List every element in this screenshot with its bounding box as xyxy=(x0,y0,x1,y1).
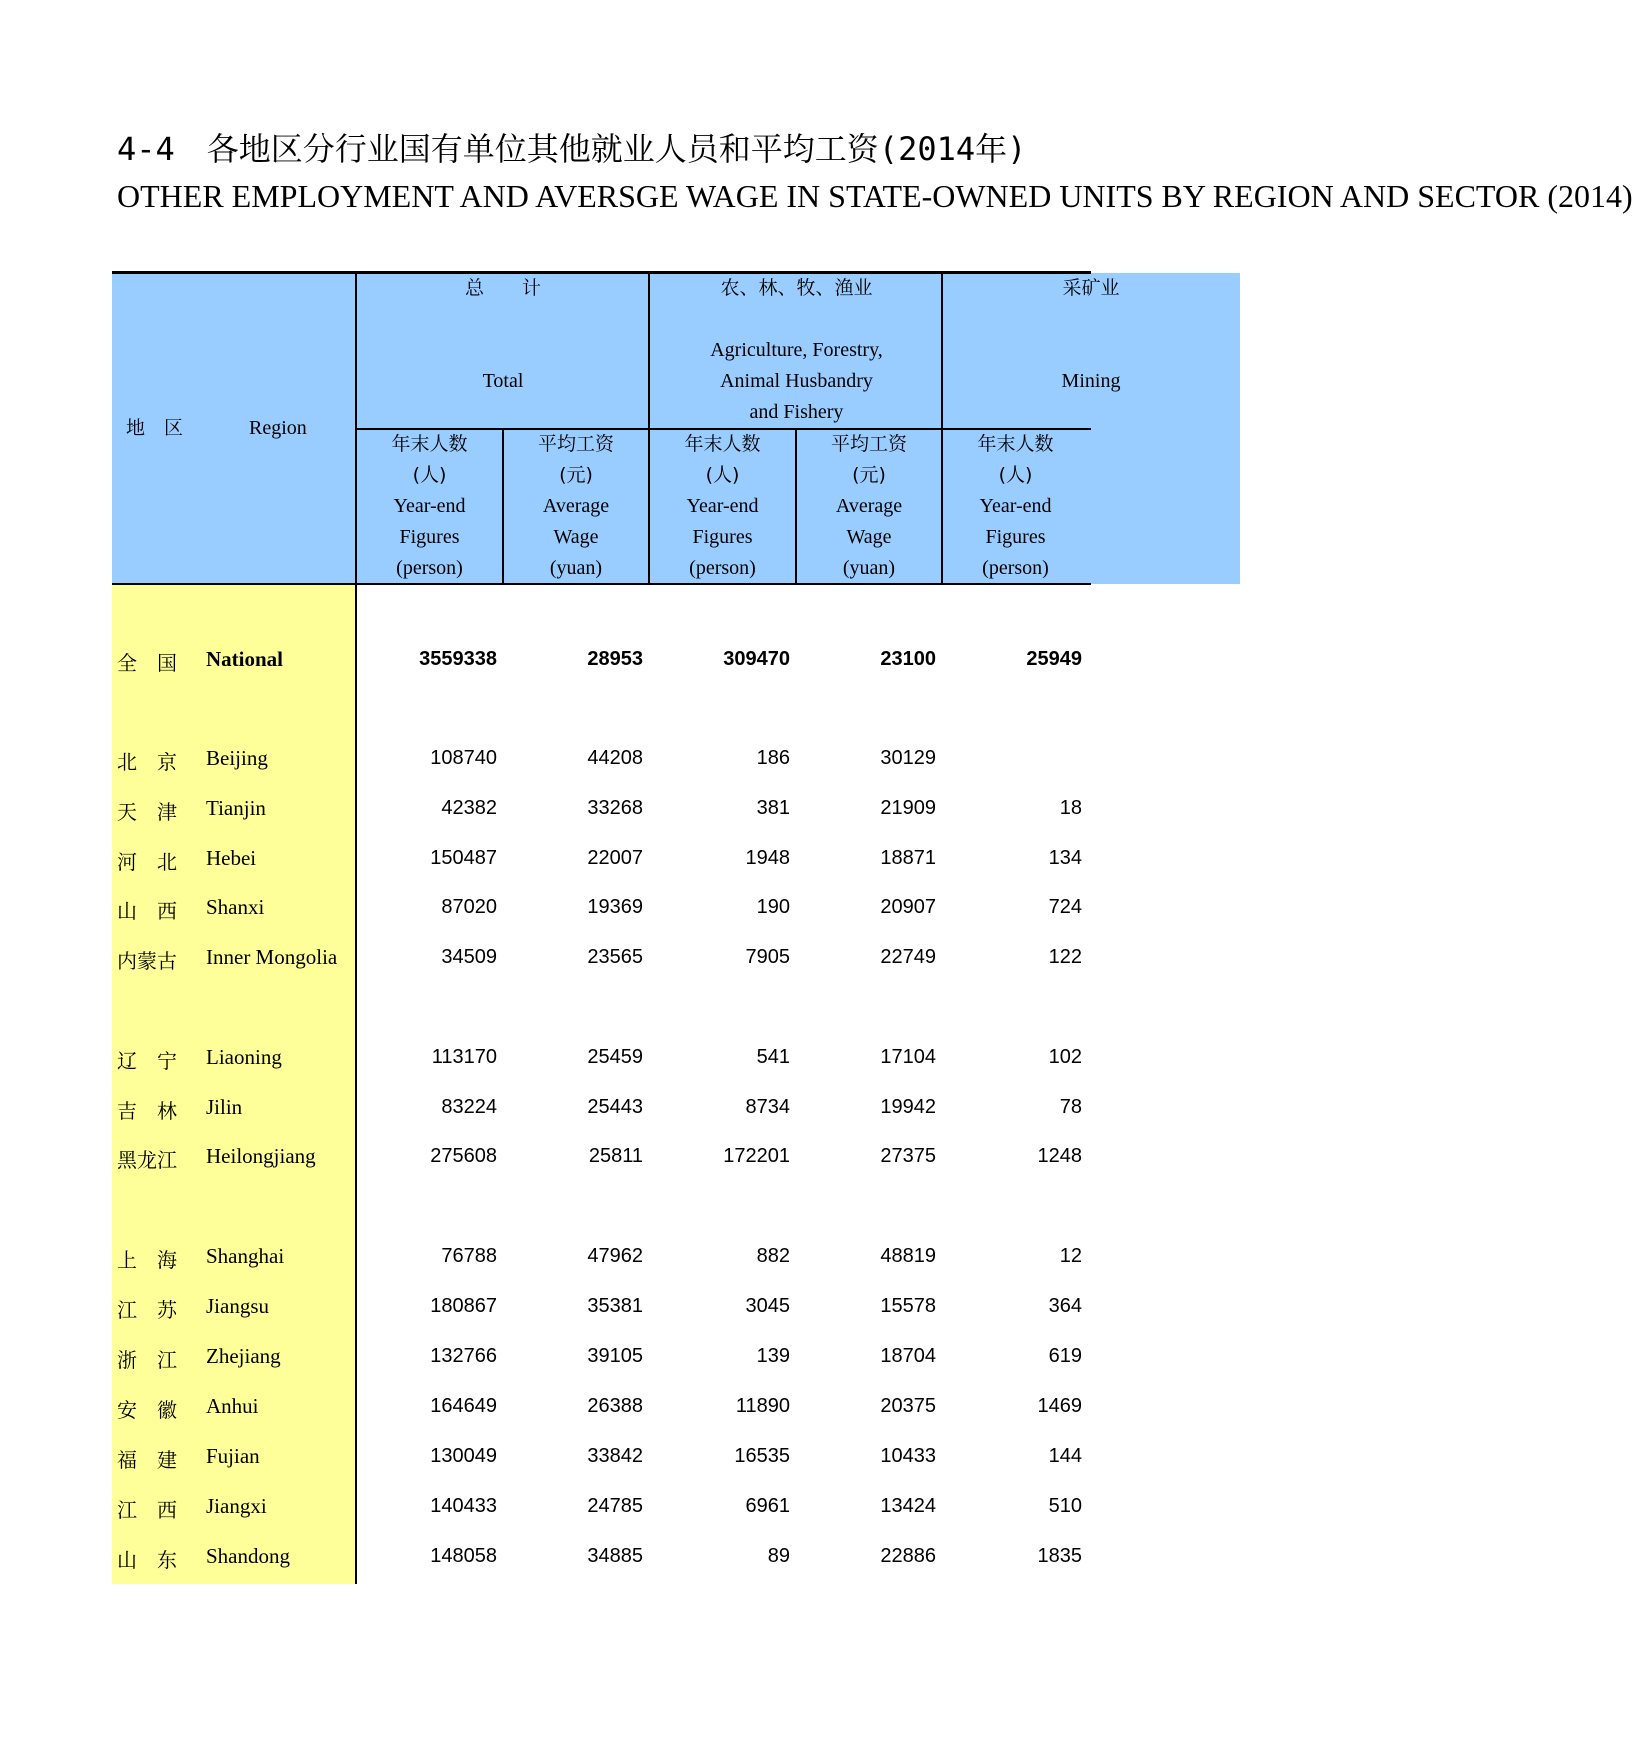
cell-value: 12 xyxy=(1059,1245,1082,1267)
region-name-en: Beijing xyxy=(206,746,268,770)
region-name-zh: 河 北 xyxy=(117,850,177,874)
group-divider-1 xyxy=(648,273,650,585)
cell-value: 21909 xyxy=(880,797,936,819)
group-agriculture-en-line3: and Fishery xyxy=(749,401,844,423)
cell-value: 134 xyxy=(1048,847,1082,869)
cell-value: 102 xyxy=(1048,1046,1082,1068)
cell-value: 172201 xyxy=(723,1145,790,1167)
cell-value: 275608 xyxy=(430,1145,497,1167)
region-name-zh: 山 东 xyxy=(117,1548,177,1572)
group-total-en: Total xyxy=(482,370,524,392)
region-name-zh: 天 津 xyxy=(117,800,177,824)
cell-value: 25949 xyxy=(1026,648,1082,670)
cell-value: 35381 xyxy=(587,1295,643,1317)
cell-value: 148058 xyxy=(430,1545,497,1567)
cell-value: 16535 xyxy=(734,1445,790,1467)
cell-value: 15578 xyxy=(880,1295,936,1317)
cell-value: 19942 xyxy=(880,1096,936,1118)
sub-header-0-unit: (人) xyxy=(412,464,447,486)
sub-header-4-en2: Figures xyxy=(985,526,1046,548)
sub-header-0-zh: 年末人数 xyxy=(391,433,468,455)
sub-header-1-en1: Average xyxy=(542,495,610,517)
cell-value: 130049 xyxy=(430,1445,497,1467)
cell-value: 17104 xyxy=(880,1046,936,1068)
region-column-background xyxy=(112,584,355,1584)
group-mining-zh: 采矿业 xyxy=(1062,277,1120,299)
group-mining-en: Mining xyxy=(1061,370,1121,392)
region-name-en: Hebei xyxy=(206,846,257,870)
sub-header-3-en2: Wage xyxy=(846,526,892,548)
region-header-en: Region xyxy=(249,417,307,439)
cell-value: 89 xyxy=(767,1545,790,1567)
region-name-zh: 福 建 xyxy=(117,1448,177,1472)
cell-value: 3045 xyxy=(745,1295,790,1317)
sub-header-4-en1: Year-end xyxy=(979,495,1052,517)
sub-header-2-en2: Figures xyxy=(692,526,753,548)
cell-value: 34885 xyxy=(587,1545,643,1567)
cell-value: 26388 xyxy=(587,1395,643,1417)
sub-divider-2 xyxy=(795,428,797,585)
region-name-en: Shanxi xyxy=(206,895,265,919)
sub-header-2-en1: Year-end xyxy=(686,495,759,517)
cell-value: 1948 xyxy=(745,847,790,869)
cell-value: 25811 xyxy=(588,1145,643,1167)
region-name-en: Jilin xyxy=(206,1095,243,1119)
region-name-zh: 山 西 xyxy=(117,899,177,923)
sub-header-1-zh: 平均工资 xyxy=(537,433,614,455)
region-column-rule xyxy=(355,273,357,1584)
cell-value: 164649 xyxy=(430,1395,497,1417)
region-name-zh: 安 徽 xyxy=(117,1398,177,1422)
region-name-en: Shanghai xyxy=(206,1244,285,1268)
cell-value: 144 xyxy=(1048,1445,1082,1467)
region-name-en: Zhejiang xyxy=(206,1344,281,1368)
group-mining-clip xyxy=(945,273,1121,423)
cell-value: 33842 xyxy=(587,1445,643,1467)
region-name-zh: 黑龙江 xyxy=(117,1148,177,1172)
cell-value: 20375 xyxy=(880,1395,936,1417)
cell-value: 34509 xyxy=(441,946,497,968)
cell-value: 882 xyxy=(756,1245,790,1267)
group-total-zh: 总 计 xyxy=(464,277,541,299)
sub-header-3-en1: Average xyxy=(835,495,903,517)
cell-value: 122 xyxy=(1048,946,1082,968)
cell-value: 8734 xyxy=(745,1096,790,1118)
cell-value: 13424 xyxy=(880,1495,936,1517)
cell-value: 22749 xyxy=(880,946,936,968)
cell-value: 309470 xyxy=(723,648,790,670)
sub-header-4-unit: (人) xyxy=(998,464,1033,486)
sub-header-0-en2: Figures xyxy=(399,526,460,548)
table-title-chinese: 4-4 各地区分行业国有单位其他就业人员和平均工资(2014年) xyxy=(117,130,1027,168)
cell-value: 11890 xyxy=(735,1395,790,1417)
cell-value: 25459 xyxy=(587,1046,643,1068)
cell-value: 1835 xyxy=(1037,1545,1082,1567)
sub-header-2-zh: 年末人数 xyxy=(684,433,761,455)
region-name-en: Jiangxi xyxy=(206,1494,267,1518)
sub-header-1-en3: (yuan) xyxy=(549,557,603,579)
sub-header-2-en3: (person) xyxy=(689,557,756,579)
header-bottom-rule xyxy=(112,583,1091,585)
group-agriculture-zh: 农、林、牧、渔业 xyxy=(720,277,873,299)
region-name-en: Fujian xyxy=(206,1444,260,1468)
cell-value: 28953 xyxy=(587,648,643,670)
cell-value: 22007 xyxy=(587,847,643,869)
cell-value: 87020 xyxy=(441,896,497,918)
sub-header-0-en3: (person) xyxy=(396,557,463,579)
region-name-zh: 全 国 xyxy=(117,651,177,675)
region-name-zh: 江 西 xyxy=(117,1498,177,1522)
cell-value: 23565 xyxy=(587,946,643,968)
region-name-en: Tianjin xyxy=(206,796,266,820)
cell-value: 18704 xyxy=(880,1345,936,1367)
sub-header-3-zh: 平均工资 xyxy=(830,433,907,455)
cell-value: 510 xyxy=(1048,1495,1082,1517)
cell-value: 18 xyxy=(1059,797,1082,819)
sub-header-3-en3: (yuan) xyxy=(842,557,896,579)
region-name-en: Inner Mongolia xyxy=(206,945,338,969)
cell-value: 186 xyxy=(756,747,790,769)
region-name-en: Shandong xyxy=(206,1544,290,1568)
cell-value: 381 xyxy=(756,797,790,819)
cell-value: 6961 xyxy=(745,1495,790,1517)
region-name-en: Heilongjiang xyxy=(206,1144,316,1168)
cell-value: 18871 xyxy=(880,847,936,869)
region-name-zh: 上 海 xyxy=(117,1248,177,1272)
cell-value: 132766 xyxy=(430,1345,497,1367)
cell-value: 108740 xyxy=(430,747,497,769)
cell-value: 47962 xyxy=(587,1245,643,1267)
cell-value: 39105 xyxy=(587,1345,643,1367)
sub-header-1-unit: (元) xyxy=(559,464,593,486)
region-name-en: Liaoning xyxy=(206,1045,282,1069)
sub-header-4-zh: 年末人数 xyxy=(977,433,1054,455)
region-name-zh: 北 京 xyxy=(117,750,177,774)
cell-value: 541 xyxy=(756,1046,790,1068)
cell-value: 150487 xyxy=(430,847,497,869)
table-top-rule xyxy=(112,271,1091,274)
cell-value: 1248 xyxy=(1037,1145,1082,1167)
cell-value: 44208 xyxy=(587,747,643,769)
cell-value: 48819 xyxy=(880,1245,936,1267)
cell-value: 33268 xyxy=(587,797,643,819)
cell-value: 113170 xyxy=(431,1046,497,1068)
cell-value: 364 xyxy=(1048,1295,1082,1317)
region-name-en: Jiangsu xyxy=(206,1294,269,1318)
cell-value: 27375 xyxy=(880,1145,936,1167)
sub-divider-1 xyxy=(502,428,504,585)
cell-value: 10433 xyxy=(880,1445,936,1467)
sub-header-3-unit: (元) xyxy=(852,464,886,486)
region-name-zh: 浙 江 xyxy=(117,1348,177,1372)
cell-value: 78 xyxy=(1059,1096,1082,1118)
group-agriculture-en-line2: Animal Husbandry xyxy=(720,370,873,392)
cell-value: 42382 xyxy=(441,797,497,819)
sub-header-2-unit: (人) xyxy=(705,464,740,486)
region-name-en: Anhui xyxy=(206,1394,259,1418)
group-agriculture-en-line1: Agriculture, Forestry, xyxy=(710,339,883,361)
cell-value: 140433 xyxy=(430,1495,497,1517)
region-header-zh: 地 区 xyxy=(126,417,184,439)
cell-value: 724 xyxy=(1048,896,1082,918)
sub-header-1-en2: Wage xyxy=(553,526,599,548)
cell-value: 1469 xyxy=(1037,1395,1082,1417)
cell-value: 83224 xyxy=(441,1096,497,1118)
cell-value: 23100 xyxy=(880,648,936,670)
region-name-zh: 辽 宁 xyxy=(117,1049,177,1073)
cell-value: 76788 xyxy=(441,1245,497,1267)
cell-value: 3559338 xyxy=(419,648,497,670)
group-header-rule xyxy=(355,428,1091,430)
cell-value: 19369 xyxy=(587,896,643,918)
cell-value: 180867 xyxy=(430,1295,497,1317)
region-name-en: National xyxy=(206,647,284,671)
cell-value: 619 xyxy=(1048,1345,1082,1367)
cell-value: 190 xyxy=(756,896,790,918)
cell-value: 139 xyxy=(756,1345,790,1367)
region-name-zh: 江 苏 xyxy=(117,1298,177,1322)
group-divider-2 xyxy=(941,273,943,585)
cell-value: 20907 xyxy=(880,896,936,918)
sub-header-0-en1: Year-end xyxy=(393,495,466,517)
cell-value: 7905 xyxy=(745,946,790,968)
cell-value: 22886 xyxy=(880,1545,936,1567)
region-name-zh: 内蒙古 xyxy=(117,949,177,973)
region-name-zh: 吉 林 xyxy=(117,1099,177,1123)
cell-value: 25443 xyxy=(587,1096,643,1118)
sub-header-4-en3: (person) xyxy=(982,557,1049,579)
cell-value: 24785 xyxy=(587,1495,643,1517)
cell-value: 30129 xyxy=(880,747,936,769)
table-title-english: OTHER EMPLOYMENT AND AVERSGE WAGE IN STATE-OWNED UNITS BY REGION AND SECTOR (2014) xyxy=(117,178,1633,214)
